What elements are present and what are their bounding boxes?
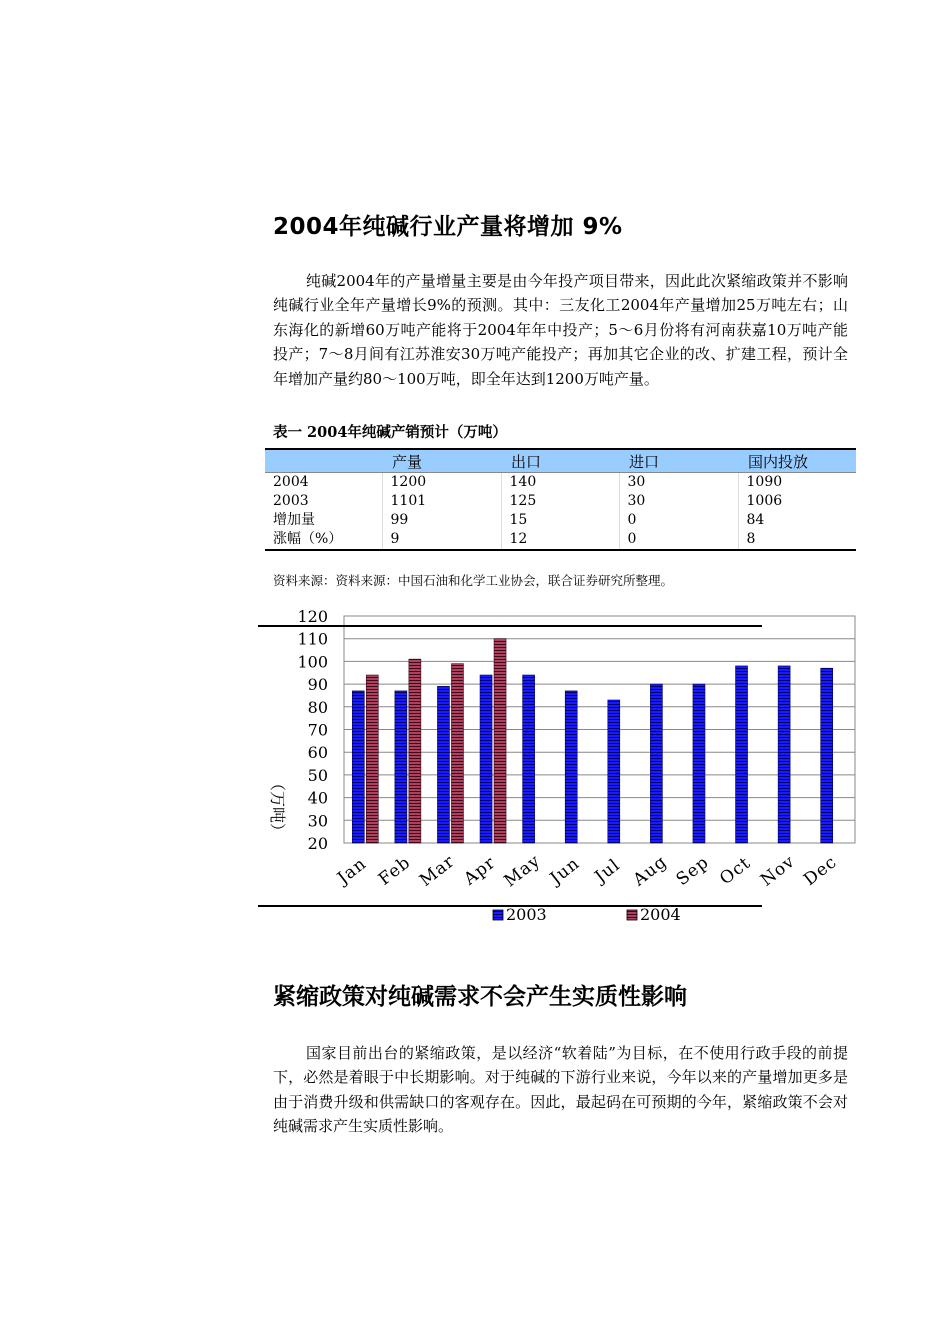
- table-cell: 增加量: [265, 511, 382, 530]
- x-tick-label: Aug: [629, 851, 672, 891]
- bar-2003-Apr: [480, 675, 492, 843]
- chart-legend: [493, 905, 681, 924]
- legend-label: 2004: [640, 905, 681, 924]
- bar-2003-Sep: [693, 684, 705, 843]
- table-row: [265, 473, 856, 493]
- x-tick-label: Mar: [415, 851, 459, 891]
- bar-2004-Mar: [451, 664, 463, 843]
- table-header-cell: 产量: [382, 449, 501, 473]
- x-axis-labels: [332, 851, 841, 891]
- bar-2003-Aug: [650, 684, 662, 843]
- table-header-cell: 进口: [619, 449, 738, 473]
- table-cell: 0: [619, 511, 738, 530]
- y-tick-label: 100: [297, 652, 328, 672]
- bar-2003-Feb: [395, 691, 407, 843]
- monthly-production-chart: [250, 600, 870, 940]
- bar-2003-Jun: [565, 691, 577, 843]
- x-tick-label: Jan: [333, 853, 371, 889]
- bar-2003-Mar: [437, 686, 449, 843]
- x-tick-label: Jul: [591, 855, 625, 888]
- y-tick-label: 50: [307, 765, 328, 785]
- x-tick-label: Nov: [757, 851, 800, 891]
- y-tick-label: 30: [307, 811, 328, 831]
- table-cell: 1090: [746, 474, 783, 490]
- chart-bars: [352, 639, 832, 843]
- table-cell: 125: [501, 492, 619, 511]
- y-tick-label: 20: [307, 834, 328, 853]
- bar-2004-Apr: [494, 639, 506, 843]
- table-cell: 0: [619, 530, 738, 550]
- table-cell: 2003: [265, 492, 382, 511]
- y-tick-label: 40: [307, 788, 328, 808]
- section-title-demand: 紧缩政策对纯碱需求不会产生实质性影响: [273, 984, 687, 1010]
- chart-svg: [250, 600, 870, 940]
- legend-label: 2003: [506, 905, 547, 924]
- table-cell: 涨幅（%）: [265, 530, 382, 550]
- legend-swatch-2003: [493, 910, 503, 920]
- table-cell: 9: [382, 530, 501, 550]
- production-sales-table: [265, 448, 856, 551]
- y-axis-ticks: [297, 607, 328, 853]
- table-cell: 140: [501, 473, 619, 493]
- y-tick-label: 70: [307, 720, 328, 740]
- table-cell: 1200: [382, 473, 501, 493]
- section-title-production: 2004年纯碱行业产量将增加 9%: [273, 214, 623, 240]
- x-tick-label: Oct: [716, 852, 755, 890]
- table-cell: 2004: [265, 473, 382, 493]
- paragraph-production: 纯碱2004年的产量增量主要是由今年投产项目带来，因此此次紧缩政策并不影响纯碱行业全年产量增长9%的预测。其中：三友化工2004年产量增加25万吨左右；山东海化的新增60万吨产能将于2004年年中投产；5～6月份将有河南获嘉10万吨产能投产；7～8月间有江苏淮安30万吨产能投产；再加其它企业的改、扩建工程，预计全年增加产量约80～100万吨，即全年达到1200万吨产量。: [273, 272, 848, 388]
- x-tick-label: Apr: [460, 852, 500, 890]
- bar-2003-Jul: [608, 700, 620, 843]
- table-cell: 30: [619, 492, 738, 511]
- table-row: [265, 530, 856, 550]
- table-header-cell: 出口: [501, 449, 619, 473]
- source-note: 资料来源：资料来源：中国石油和化学工业协会，联合证券研究所整理。: [273, 573, 674, 588]
- table-cell: 99: [382, 511, 501, 530]
- table-cell: 84: [746, 512, 765, 528]
- bar-2003-Dec: [821, 668, 833, 843]
- paragraph-demand: 国家目前出台的紧缩政策，是以经济“软着陆”为目标，在不使用行政手段的前提下，必然是着眼于中长期影响。对于纯碱的下游行业来说，今年以来的产量增加更多是由于消费升级和供需缺口的客观存在。因此，最起码在可预期的今年，紧缩政策不会对纯碱需求产生实质性影响。: [273, 1044, 848, 1136]
- x-tick-label: May: [500, 850, 545, 892]
- y-tick-label: 60: [307, 743, 328, 763]
- bar-2003-Oct: [736, 666, 748, 843]
- x-tick-label: Feb: [374, 852, 415, 890]
- table-cell: 15: [501, 511, 619, 530]
- table-header-cell: 国内投放: [738, 449, 856, 473]
- table-header-cell: [265, 449, 382, 473]
- bar-2004-Jan: [366, 675, 378, 843]
- table-cell: 12: [501, 530, 619, 550]
- y-tick-label: 80: [307, 697, 328, 717]
- bar-2003-Jan: [352, 691, 364, 843]
- y-tick-label: 90: [307, 675, 328, 695]
- x-tick-label: Dec: [800, 852, 842, 891]
- table-cell: 1006: [746, 493, 783, 509]
- table-caption: 表一 2004年纯碱产销预计（万吨）: [273, 424, 507, 441]
- legend-swatch-2004: [627, 910, 637, 920]
- table-row: [265, 492, 856, 511]
- y-tick-label: 120: [297, 607, 328, 626]
- table-cell: 1101: [382, 492, 501, 511]
- bar-2004-Feb: [409, 659, 421, 843]
- table-cell: 30: [619, 473, 738, 493]
- table-header-row: [265, 449, 856, 473]
- y-axis-label: （万吨）: [268, 775, 287, 840]
- table-row: [265, 511, 856, 530]
- x-tick-label: Sep: [672, 852, 714, 890]
- x-tick-label: Jun: [546, 853, 584, 889]
- bar-2003-May: [523, 675, 535, 843]
- bar-2003-Nov: [778, 666, 790, 843]
- y-tick-label: 110: [297, 629, 328, 649]
- table-cell: 8: [738, 530, 856, 550]
